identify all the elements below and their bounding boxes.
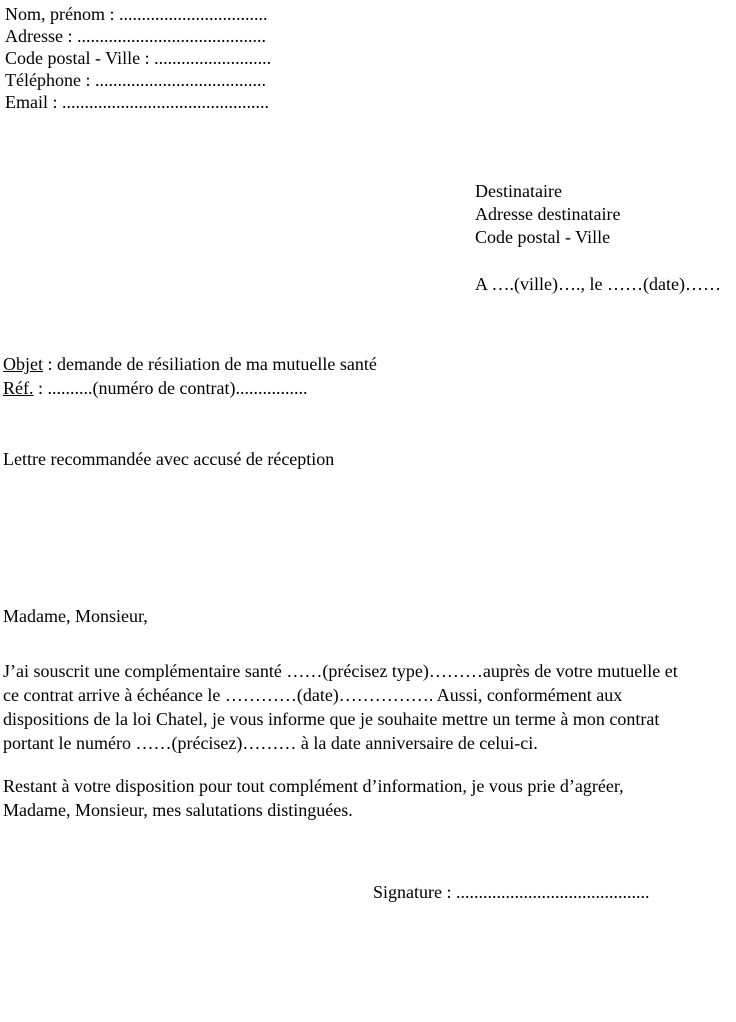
sender-email-line: Email : ..............................................: [5, 92, 269, 112]
body-line: Restant à votre disposition pour tout complément d’information, je vous prie d’agréer,: [3, 776, 624, 796]
subject-label: Objet: [3, 354, 43, 374]
sender-postal-city-line: Code postal - Ville : ..........................: [5, 48, 272, 68]
recipient-postal-city-line: Code postal - Ville: [475, 227, 611, 247]
salutation-line: Madame, Monsieur,: [3, 606, 148, 626]
body-line: dispositions de la loi Chatel, je vous informe que je souhaite mettre un terme à mon contrat: [3, 709, 660, 729]
registered-mail-line: Lettre recommandée avec accusé de réception: [3, 449, 335, 469]
sender-phone-line: Téléphone : ......................................: [5, 70, 266, 90]
body-line: portant le numéro ……(précisez)……… à la date anniversaire de celui-ci.: [3, 733, 538, 753]
sender-address-line: Adresse : ..........................................: [5, 26, 266, 46]
body-paragraph-1: [3, 659, 678, 755]
reference-text: : ..........(numéro de contrat)................: [33, 378, 308, 398]
body-line: J’ai souscrit une complémentaire santé ……(précisez type)………auprès de votre mutuelle et: [3, 661, 678, 681]
subject-reference-block: [3, 352, 377, 400]
body-paragraph-2: [3, 774, 624, 822]
sender-block: [5, 3, 271, 113]
place-date-line: A ….(ville)…., le ……(date)……: [475, 274, 721, 294]
recipient-block: [475, 180, 620, 249]
reference-label: Réf.: [3, 378, 34, 398]
recipient-address-line: Adresse destinataire: [475, 204, 621, 224]
subject-line: [3, 352, 377, 376]
reference-line: [3, 376, 377, 400]
subject-text: : demande de résiliation de ma mutuelle santé: [43, 354, 377, 374]
recipient-name-line: Destinataire: [475, 181, 562, 201]
body-line: ce contrat arrive à échéance le …………(date)……………. Aussi, conformément aux: [3, 685, 623, 705]
body-line: Madame, Monsieur, mes salutations distinguées.: [3, 800, 353, 820]
signature-line: Signature : ...........................................: [373, 882, 650, 902]
sender-name-line: Nom, prénom : .................................: [5, 4, 268, 24]
